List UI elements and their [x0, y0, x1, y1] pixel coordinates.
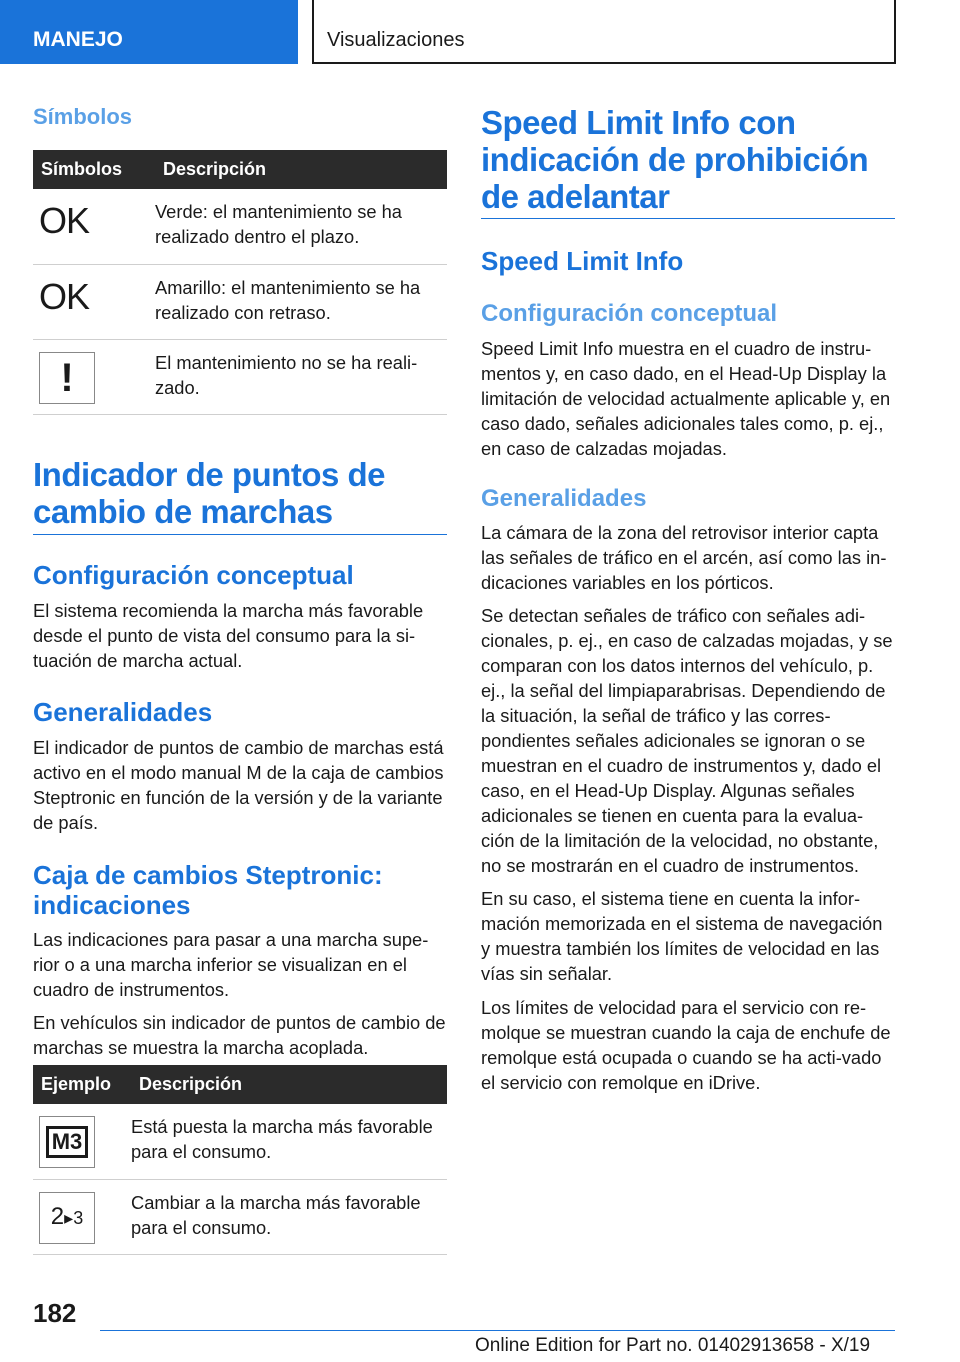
table-cell: Amarillo: el mantenimiento se ha realizado con retraso. [155, 264, 447, 339]
edition-text: Online Edition for Part no. 01402913658 - X/19 [475, 1335, 871, 1356]
table-row [33, 1179, 447, 1254]
heading-divider [481, 218, 895, 219]
shift-arrow-icon: ▸ [64, 1208, 74, 1228]
table-header-cell: Símbolos [33, 150, 155, 189]
steptronic-text-2: En vehículos sin indicador de puntos de cambio de marchas se muestra la marcha acoplada. [33, 1012, 446, 1058]
table-cell [33, 1179, 131, 1254]
gear-m3-icon [39, 1116, 95, 1168]
table-row [33, 189, 447, 264]
general-paragraph-1: La cámara de la zona del retrovisor interior capta las señales de tráfico en el arcén, así como las in-dicaciones variables en los pórticos. [481, 522, 887, 593]
speed-limit-main-heading: Speed Limit Info con indicación de prohibición de adelantar [481, 104, 869, 215]
example-table [33, 1065, 447, 1255]
footer-divider [100, 1330, 895, 1331]
general-paragraph-2: Se detectan señales de tráfico con señales adi-cionales, p. ej., en caso de calzadas mojadas, y se comparan con los datos internos del vehículo, p. ej., la señal del limpiaparabrisas. Dependiendo de la situación, la señal de tráfico y las corres-pondientes señales adicionales se ignoran o se muestran en el cuadro de instrumentos y, dado el caso, en el Head-Up Display. Algunas señales adicionales se tienen en cuenta para la evalua-ción de la limitación de la velocidad, no obstante, no se mostrarán en el cuadro de instrumentos. [481, 605, 893, 876]
concept-heading: Configuración conceptual [481, 300, 778, 327]
heading-divider [33, 534, 447, 535]
table-cell [33, 339, 155, 414]
general-text: El indicador de puntos de cambio de marchas está activo en el modo manual M de la caja de cambios Steptronic en función de la versión y de la variante de país. [33, 737, 444, 833]
steptronic-text-1: Las indicaciones para pasar a una marcha supe-rior o a una marcha inferior se visualizan en el cuadro de instrumentos. [33, 929, 429, 1000]
speed-limit-subheading: Speed Limit Info [481, 246, 684, 276]
table-header-cell: Ejemplo [33, 1065, 131, 1104]
shift-up-icon [39, 1192, 95, 1244]
exclamation-glyph: ! [60, 355, 74, 400]
gear-m3-glyph: M3 [46, 1126, 89, 1158]
shift-target-gear: 3 [73, 1208, 84, 1228]
symbols-heading: Símbolos [33, 104, 133, 129]
concept-heading: Configuración conceptual [33, 560, 354, 590]
table-header-row [33, 150, 447, 189]
steptronic-heading: Caja de cambios Steptronic: indicaciones [33, 860, 383, 920]
section-tab: Visualizaciones [312, 0, 896, 64]
page-number: 182 [33, 1298, 77, 1328]
table-cell: Verde: el mantenimiento se ha realizado dentro el plazo. [155, 189, 447, 264]
symbols-table [33, 150, 447, 415]
table-cell [33, 189, 155, 264]
table-header-cell: Descripción [131, 1065, 447, 1104]
general-paragraph-3: En su caso, el sistema tiene en cuenta la infor-mación memorizada en el sistema de navegación y muestra también los límites de velocidad en las vías sin señalar. [481, 888, 883, 984]
table-cell: Está puesta la marcha más favorable para el consumo. [131, 1104, 447, 1179]
shift-current-gear: 2 [50, 1203, 65, 1230]
shift-glyph [51, 1204, 83, 1231]
table-header-row [33, 1065, 447, 1104]
table-header-cell: Descripción [155, 150, 447, 189]
table-cell [33, 264, 155, 339]
warning-exclamation-icon [39, 352, 95, 404]
concept-text: El sistema recomienda la marcha más favorable desde el punto de vista del consumo para la si-tuación de marcha actual. [33, 600, 424, 671]
concept-text: Speed Limit Info muestra en el cuadro de instru-mentos y, en caso dado, en el Head-Up Display la limitación de velocidad actualmente aplicable y, en caso dado, señales adicionales tales como, p. ej., en caso de calzadas mojadas. [481, 338, 891, 459]
general-paragraph-4: Los límites de velocidad para el servicio con re-molque se muestran cuando la caja de enchufe de remolque está ocupada o cuando se ha acti-vado el servicio con remolque en iDrive. [481, 997, 891, 1093]
table-cell [33, 1104, 131, 1179]
table-cell: El mantenimiento no se ha reali-zado. [155, 339, 447, 414]
table-cell: Cambiar a la marcha más favorable para el consumo. [131, 1179, 447, 1254]
table-row [33, 264, 447, 339]
ok-green-icon: OK [39, 200, 90, 241]
page-header [0, 0, 960, 66]
gear-indicator-heading: Indicador de puntos de cambio de marchas [33, 456, 386, 530]
table-row [33, 1104, 447, 1179]
table-row [33, 339, 447, 414]
chapter-tab: MANEJO [0, 0, 298, 64]
ok-yellow-icon: OK [39, 275, 90, 317]
general-heading: Generalidades [481, 485, 647, 512]
general-heading: Generalidades [33, 697, 213, 727]
